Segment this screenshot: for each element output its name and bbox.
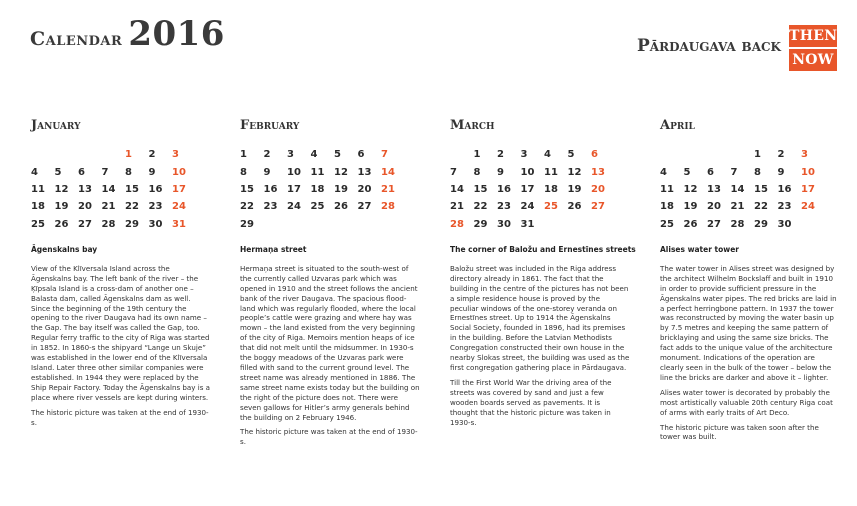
calendar-day: 25 — [660, 218, 674, 230]
calendar-day: 29 — [754, 218, 768, 230]
calendar-day: 13 — [707, 183, 721, 195]
calendar-day: 6 — [357, 149, 365, 161]
calendar-day: 15 — [754, 183, 768, 195]
month-calendar-grid — [450, 146, 615, 233]
calendar-day: 13 — [591, 166, 605, 178]
calendar-day: 22 — [473, 201, 488, 213]
calendar-day: 3 — [801, 149, 808, 161]
calendar-day: 2 — [148, 149, 156, 161]
calendar-day: 10 — [520, 166, 535, 178]
calendar-day: 8 — [754, 166, 761, 178]
calendar-day: 11 — [310, 166, 325, 178]
body-paragraph: Alises water tower is decorated by probably the most artistically valuable 20th century Riga coat of arms with early traits of Art Deco. — [660, 387, 833, 417]
calendar-day: 15 — [240, 183, 254, 195]
calendar-day: 29 — [125, 218, 139, 230]
calendar-day: 18 — [660, 201, 674, 213]
month-calendar-grid — [660, 146, 825, 233]
body-paragraph: Till the First World War the driving area of the streets was covered by sand and just a few wooden boards served as pavements. It is thought that the historic picture was taken in 1930-s. — [450, 377, 612, 427]
calendar-empty-cell — [264, 216, 288, 233]
calendar-day: 8 — [240, 166, 247, 178]
calendar-day: 28 — [450, 218, 464, 230]
calendar-day: 21 — [730, 201, 745, 213]
calendar-day: 14 — [101, 183, 116, 195]
section-heading: Hermaņa street — [240, 244, 307, 254]
calendar-day: 22 — [125, 201, 139, 213]
calendar-day: 24 — [287, 201, 301, 213]
calendar-day: 24 — [520, 201, 535, 213]
calendar-week-row — [450, 163, 615, 180]
calendar-day: 2 — [497, 149, 504, 161]
section-body — [660, 264, 840, 442]
calendar-day: 27 — [707, 218, 721, 230]
calendar-day: 9 — [148, 166, 156, 178]
calendar-empty-cell — [801, 216, 825, 233]
calendar-day: 24 — [172, 201, 186, 213]
calendar-day: 30 — [148, 218, 163, 230]
body-paragraph: The water tower in Alises street was designed by the architect Wilhelm Bockslaff and built in 1910 in order to provide sufficient pressure in the Āgenskalns water pipes. The red bricks are laid in a perfect herringbone pattern. In 1937 the tower was reconstructed by moving the water basin up by 7.5 metres and keeping the same pattern of bricklaying and using the same size bricks. The fact adds to the unique value of the architecture monument. Indications of the operation are clearly seen in the bulk of the tower – below the line the bricks are darker and above it – lighter. — [660, 263, 837, 382]
calendar-day: 7 — [101, 166, 109, 178]
month-column-april — [660, 118, 850, 447]
calendar-day: 12 — [683, 183, 698, 195]
calendar-day: 25 — [544, 201, 558, 213]
body-paragraph: View of the Klīversala Island across the Āgenskalns bay. The left bank of the river – the Ķīpsala Island is a cross-dam of another one – Balasta dam, called Āgenskalns dam as well. Since the beginning of the 19th century the opening to the river Daugava had its own name – the Gap. The bay itself was called the Gap, too. Regular ferry traffic to the city of Riga was started in 1852. In 1860-s the shipyard “Lange un Skuje” was established in the lower end of the Klīversala Island. Later three other similar companies were established. In 1944 they were replaced by the Ship Repair Factory. Today the Āgenskalns bay is a place where river vessels are kept during winters. — [31, 263, 210, 402]
calendar-day: 16 — [263, 183, 278, 195]
calendar-day: 31 — [520, 218, 535, 230]
calendar-day: 8 — [125, 166, 132, 178]
calendar-day: 8 — [473, 166, 481, 178]
calendar-empty-cell — [450, 146, 474, 163]
calendar-day: 14 — [730, 183, 745, 195]
calendar-day: 10 — [801, 166, 815, 178]
calendar-day: 23 — [777, 201, 792, 213]
calendar-day: 4 — [660, 166, 667, 178]
month-calendar-grid — [240, 146, 405, 233]
calendar-day: 27 — [591, 201, 605, 213]
calendar-day: 19 — [334, 183, 348, 195]
calendar-week-row — [240, 163, 405, 180]
calendar-empty-cell — [31, 146, 55, 163]
calendar-day: 6 — [78, 166, 85, 178]
calendar-day: 1 — [240, 149, 247, 161]
calendar-day: 23 — [263, 201, 278, 213]
month-name: February — [240, 118, 300, 133]
calendar-day: 21 — [101, 201, 116, 213]
calendar-day: 29 — [240, 218, 254, 230]
calendar-week-row — [660, 163, 825, 180]
body-paragraph: The historic picture was taken at the end of 1930-s. — [240, 427, 418, 447]
month-column-march — [450, 118, 640, 432]
calendar-day: 30 — [777, 218, 792, 230]
brand-title: Pārdaugava back — [637, 36, 781, 56]
title-year: 2016 — [128, 14, 225, 54]
calendar-day: 18 — [31, 201, 45, 213]
calendar-day: 21 — [381, 183, 395, 195]
section-body — [450, 264, 630, 428]
calendar-day: 22 — [240, 201, 254, 213]
calendar-day: 3 — [172, 149, 179, 161]
calendar-day: 20 — [707, 201, 721, 213]
calendar-empty-cell — [544, 216, 568, 233]
calendar-day: 11 — [544, 166, 558, 178]
calendar-day: 28 — [730, 218, 745, 230]
calendar-day: 7 — [381, 149, 388, 161]
section-body — [240, 264, 420, 447]
calendar-day: 14 — [450, 183, 464, 195]
calendar-day: 7 — [730, 166, 738, 178]
calendar-week-row — [660, 181, 825, 198]
calendar-day: 18 — [544, 183, 558, 195]
calendar-day: 5 — [334, 149, 341, 161]
calendar-day: 14 — [381, 166, 395, 178]
body-paragraph: The historic picture was taken at the end of 1930-s. — [31, 407, 209, 427]
calendar-day: 10 — [287, 166, 301, 178]
month-name: January — [31, 118, 81, 133]
calendar-day: 1 — [125, 149, 132, 161]
calendar-day: 23 — [148, 201, 163, 213]
calendar-week-row — [240, 198, 405, 215]
calendar-day: 19 — [54, 201, 69, 213]
calendar-week-row — [450, 216, 615, 233]
calendar-day: 4 — [544, 149, 551, 161]
calendar-day: 12 — [54, 183, 69, 195]
calendar-week-row — [240, 216, 405, 233]
calendar-week-row — [450, 181, 615, 198]
calendar-day: 11 — [31, 183, 45, 195]
calendar-week-row — [240, 181, 405, 198]
calendar-empty-cell — [660, 146, 684, 163]
calendar-day: 3 — [520, 149, 528, 161]
now-badge: NOW — [789, 49, 837, 71]
month-column-february — [240, 118, 430, 452]
calendar-day: 29 — [473, 218, 488, 230]
calendar-day: 12 — [567, 166, 582, 178]
calendar-title — [30, 14, 225, 54]
calendar-day: 21 — [450, 201, 464, 213]
calendar-day: 4 — [310, 149, 318, 161]
calendar-day: 20 — [78, 201, 92, 213]
calendar-empty-cell — [102, 146, 126, 163]
calendar-day: 9 — [497, 166, 504, 178]
calendar-week-row — [660, 146, 825, 163]
then-badge: THEN — [789, 25, 837, 47]
calendar-day: 5 — [54, 166, 62, 178]
month-name: April — [660, 118, 695, 133]
calendar-week-row — [31, 198, 196, 215]
calendar-empty-cell — [334, 216, 358, 233]
calendar-day: 4 — [31, 166, 38, 178]
calendar-week-row — [660, 198, 825, 215]
calendar-day: 15 — [125, 183, 139, 195]
body-paragraph: Hermaņa street is situated to the south-west of the currently called Uzvaras park which was opened in 1910 and the street follows the ancient bank of the river Daugava. The spacious flood-land which was regularly flooded, where the local people’s cattle were grazing and where hay was mown – the land existed from the very beginning of the city of Riga. Memoirs mention heaps of ice that did not melt until the midsummer. In 1930-s the boggy meadows of the Uzvaras park were filled with sand to the current ground level. The street name was already mentioned in 1886. The same street name exists today but the building on the right of the picture does not. There were seven gallows for Hitler’s army generals behind the building on 2 February 1946. — [240, 263, 420, 422]
calendar-day: 16 — [148, 183, 163, 195]
calendar-week-row — [31, 146, 196, 163]
calendar-day: 5 — [683, 166, 691, 178]
calendar-empty-cell — [707, 146, 731, 163]
calendar-day: 15 — [473, 183, 488, 195]
calendar-day: 26 — [683, 218, 698, 230]
calendar-day: 19 — [567, 183, 582, 195]
calendar-empty-cell — [55, 146, 79, 163]
calendar-empty-cell — [381, 216, 405, 233]
section-heading: The corner of Baložu and Ernestīnes streets — [450, 244, 636, 254]
calendar-day: 9 — [263, 166, 271, 178]
calendar-day: 2 — [263, 149, 271, 161]
calendar-day: 23 — [497, 201, 511, 213]
calendar-week-row — [240, 146, 405, 163]
calendar-day: 22 — [754, 201, 768, 213]
calendar-empty-cell — [311, 216, 335, 233]
calendar-day: 1 — [754, 149, 761, 161]
calendar-day: 28 — [381, 201, 395, 213]
calendar-day: 17 — [172, 183, 186, 195]
month-column-january — [31, 118, 221, 432]
calendar-week-row — [31, 181, 196, 198]
calendar-day: 26 — [567, 201, 582, 213]
calendar-day: 6 — [707, 166, 714, 178]
calendar-empty-cell — [78, 146, 102, 163]
calendar-empty-cell — [568, 216, 592, 233]
calendar-day: 7 — [450, 166, 457, 178]
calendar-day: 17 — [287, 183, 301, 195]
calendar-day: 26 — [54, 218, 69, 230]
section-heading: Āgenskalns bay — [31, 244, 98, 254]
calendar-day: 28 — [101, 218, 116, 230]
calendar-day: 27 — [78, 218, 92, 230]
month-name: March — [450, 118, 495, 133]
calendar-week-row — [31, 216, 196, 233]
calendar-day: 16 — [497, 183, 511, 195]
calendar-day: 31 — [172, 218, 186, 230]
calendar-day: 20 — [591, 183, 605, 195]
calendar-day: 9 — [777, 166, 785, 178]
calendar-day: 6 — [591, 149, 598, 161]
calendar-day: 25 — [31, 218, 45, 230]
body-paragraph: Baložu street was included in the Riga address directory already in 1861. The fact that the building in the centre of the pictures has not been a simple residence house is proved by the peculiar windows of the one-storey veranda on Ernestīnes street. Up to 1914 the Āgenskalns Social Society, founded in 1896, had its premises in the building. Before the Latvian Methodists Congregation constructed their own house in the nearby Slokas street, the building was used as the first congregation gathering place in Pārdaugava. — [450, 263, 630, 373]
calendar-day: 11 — [660, 183, 674, 195]
calendar-day: 27 — [357, 201, 372, 213]
body-paragraph: The historic picture was taken soon after the tower was built. — [660, 422, 819, 442]
calendar-empty-cell — [287, 216, 311, 233]
calendar-week-row — [450, 146, 615, 163]
title-word: Calendar — [30, 28, 123, 50]
calendar-day: 18 — [310, 183, 325, 195]
calendar-day: 24 — [801, 201, 815, 213]
calendar-day: 17 — [520, 183, 535, 195]
section-body — [31, 264, 211, 428]
calendar-day: 13 — [78, 183, 92, 195]
calendar-day: 26 — [334, 201, 348, 213]
calendar-day: 2 — [777, 149, 785, 161]
calendar-week-row — [450, 198, 615, 215]
calendar-week-row — [31, 163, 196, 180]
calendar-empty-cell — [358, 216, 382, 233]
calendar-day: 13 — [357, 166, 372, 178]
calendar-day: 5 — [567, 149, 575, 161]
calendar-day: 10 — [172, 166, 186, 178]
calendar-day: 17 — [801, 183, 815, 195]
month-calendar-grid — [31, 146, 196, 233]
calendar-empty-cell — [684, 146, 708, 163]
calendar-empty-cell — [591, 216, 615, 233]
calendar-day: 20 — [357, 183, 372, 195]
calendar-day: 3 — [287, 149, 294, 161]
calendar-day: 16 — [777, 183, 792, 195]
calendar-day: 30 — [497, 218, 511, 230]
calendar-day: 12 — [334, 166, 348, 178]
calendar-day: 19 — [683, 201, 698, 213]
calendar-empty-cell — [731, 146, 755, 163]
calendar-day: 25 — [310, 201, 325, 213]
calendar-day: 1 — [473, 149, 481, 161]
calendar-week-row — [660, 216, 825, 233]
section-heading: Alises water tower — [660, 244, 739, 254]
